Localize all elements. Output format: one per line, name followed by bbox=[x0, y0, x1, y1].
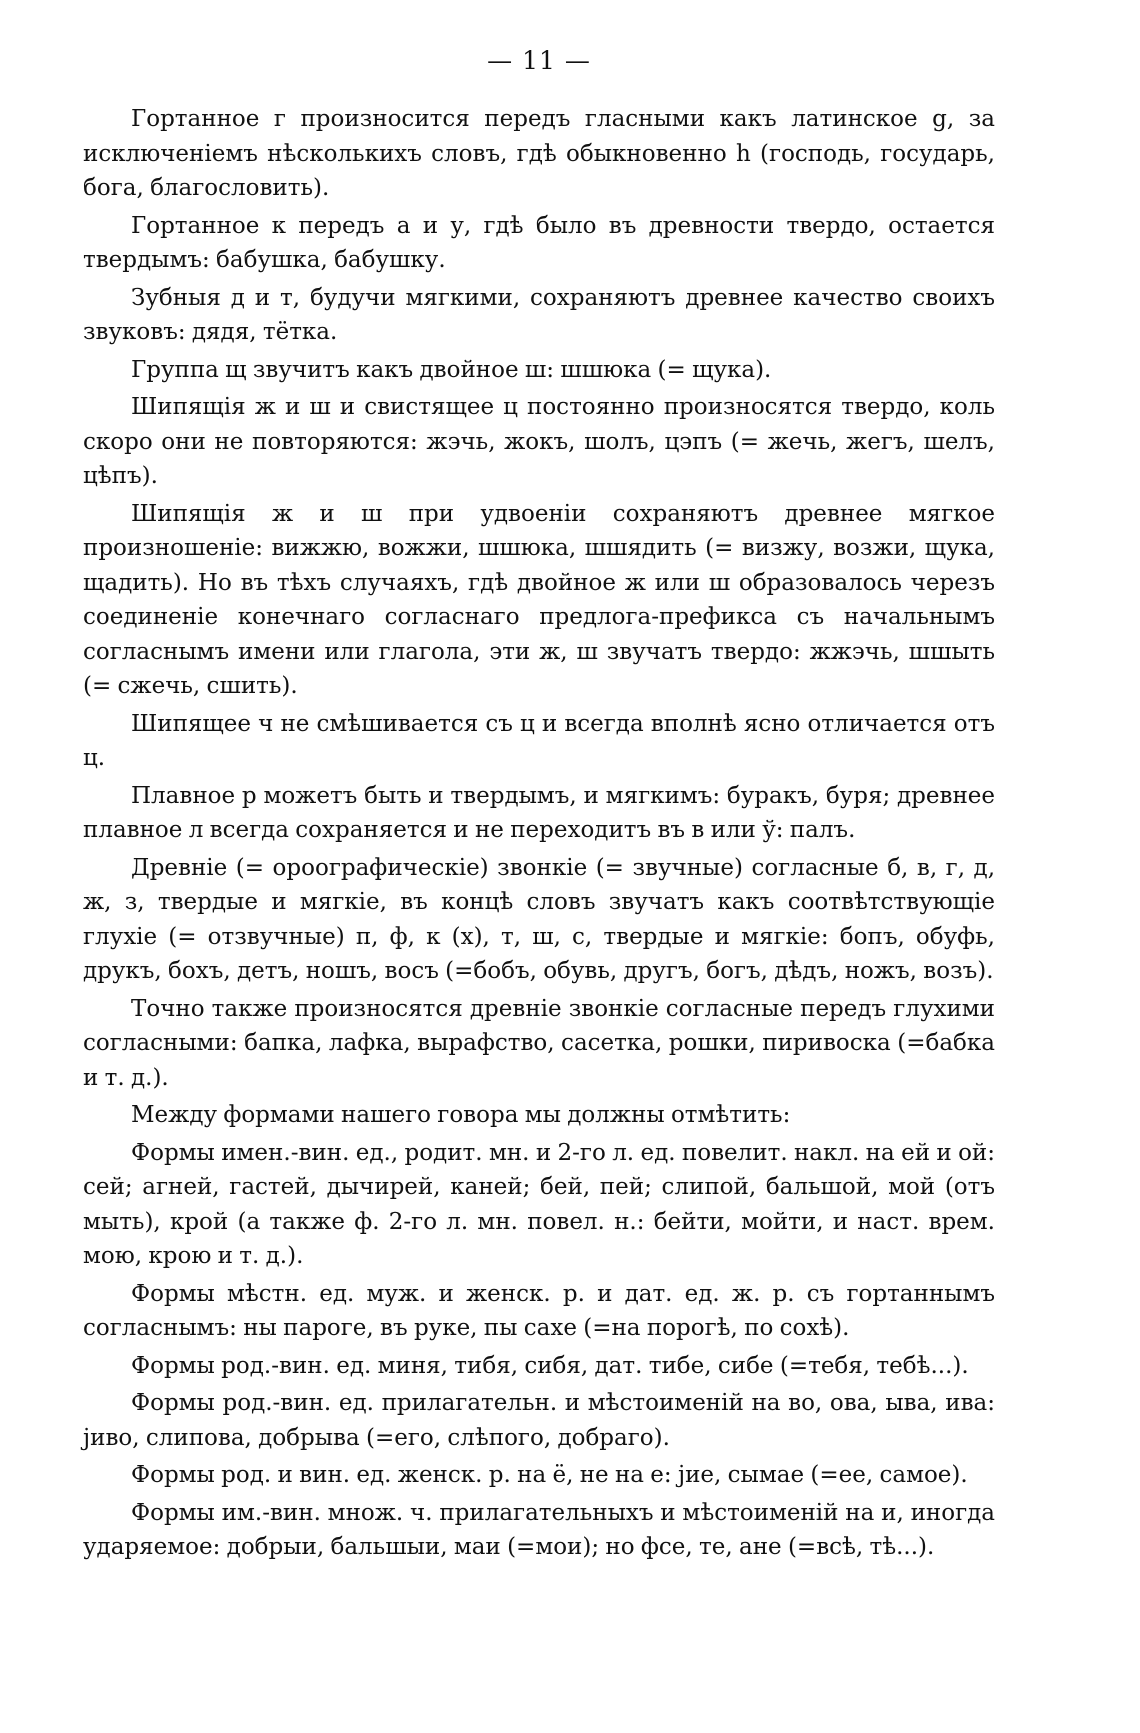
paragraph-liquid-r-l: Плавное р можетъ быть и твердымъ, и мягкимъ: буракъ, буря; древнее плавное л всегда сохраняется и не переходитъ въ в или ў: палъ. bbox=[83, 782, 995, 843]
paragraph-voiced-final: Древніе (= ороографическіе) звонкіе (= звучные) согласные б, в, г, д, ж, з, твердые и мягкіе, въ концѣ словъ звучатъ какъ соотвѣтствующіе глухіе (= отзвучные) п, ф, к (х), т, ш, с, твердые и мягкіе: бопъ, обуфь, друкъ, бохъ, детъ, ношъ, восъ (=бобъ, обувь, другъ, богъ, дѣдъ, ножъ, возъ). bbox=[83, 854, 995, 984]
paragraph-group-shch: Группа щ звучитъ какъ двойное ш: шшюка (= щука). bbox=[131, 356, 772, 383]
paragraph-guttural-k: Гортанное к передъ а и у, гдѣ было въ древности твердо, остается твердымъ: бабушка, бабушку. bbox=[83, 212, 995, 273]
paragraph-sibilants-doubled: Шипящія ж и ш при удвоеніи сохраняютъ древнее мягкое произношеніе: вижжю, вожжи, шшюка, шшядить (= визжу, возжи, щука, щадить). Но въ тѣхъ случаяхъ, гдѣ двойное ж или ш образовалось черезъ соединеніе конечнаго согласнаго предлога-префикса съ начальнымъ согласнымъ имени или глагола, эти ж, ш звучатъ твердо: жжэчь, шшыть (= сжечь, сшить). bbox=[83, 500, 995, 699]
paragraph-forms-locative: Формы мѣстн. ед. муж. и женск. р. и дат. ед. ж. р. съ гортаннымъ согласнымъ: ны пароге, въ руке, пы сахе (=на порогѣ, по сохѣ). bbox=[83, 1280, 995, 1341]
paragraph-sibilant-ch: Шипящее ч не смѣшивается съ ц и всегда вполнѣ ясно отличается отъ ц. bbox=[83, 710, 995, 771]
paragraph-forms-adjectives: Формы род.-вин. ед. прилагательн. и мѣстоименій на во, ова, ыва, ива: јиво, слипова, добрыва (=его, слѣпого, добраго). bbox=[83, 1390, 995, 1451]
paragraph-sibilants-hard: Шипящія ж и ш и свистящее ц постоянно произносятся твердо, коль скоро они не повторяются: жэчь, жокъ, шолъ, цэпъ (= жечь, жегъ, шелъ, цѣпъ). bbox=[83, 394, 995, 489]
paragraph-dental-d-t: Зубныя д и т, будучи мягкими, сохраняютъ древнее качество своихъ звуковъ: дядя, тётка. bbox=[83, 284, 995, 345]
paragraph-voiced-before-voiceless: Точно также произносятся древніе звонкіе согласные передъ глухими согласными: бапка, лафка, вырафство, сасетка, рошки, пиривоска (=бабка и т. д.). bbox=[83, 995, 995, 1091]
page-number: — 11 — bbox=[487, 46, 591, 75]
paragraph-forms-gen-pronouns: Формы род.-вин. ед. миня, тибя, сибя, дат. тибе, сибе (=тебя, тебѣ...). bbox=[131, 1352, 969, 1379]
document-page bbox=[83, 46, 995, 1568]
paragraph-guttural-g: Гортанное г произносится передъ гласными какъ латинское g, за исключеніемъ нѣсколькихъ словъ, гдѣ обыкновенно h (господь, государь, бога, благословить). bbox=[83, 106, 995, 201]
paragraph-forms-nom-acc: Формы имен.-вин. ед., родит. мн. и 2-го л. ед. повелит. накл. на ей и ой: сей; агней, гастей, дычирей, каней; бей, пей; слипой, бальшой, мой (отъ мыть), крой (а также ф. 2-го л. мн. повел. н.: бейти, мойти, и наст. врем. мою, крою и т. д.). bbox=[83, 1139, 995, 1269]
paragraph-forms-feminine: Формы род. и вин. ед. женск. р. на ё, не на е: јие, сымае (=ее, самое). bbox=[131, 1462, 968, 1488]
paragraph-forms-intro: Между формами нашего говора мы должны отмѣтить: bbox=[131, 1102, 791, 1128]
paragraph-forms-plural: Формы им.-вин. множ. ч. прилагательныхъ и мѣстоименій на и, иногда ударяемое: добрыи, бальшыи, маи (=мои); но фсе, те, ане (=всѣ, тѣ...). bbox=[83, 1499, 995, 1560]
